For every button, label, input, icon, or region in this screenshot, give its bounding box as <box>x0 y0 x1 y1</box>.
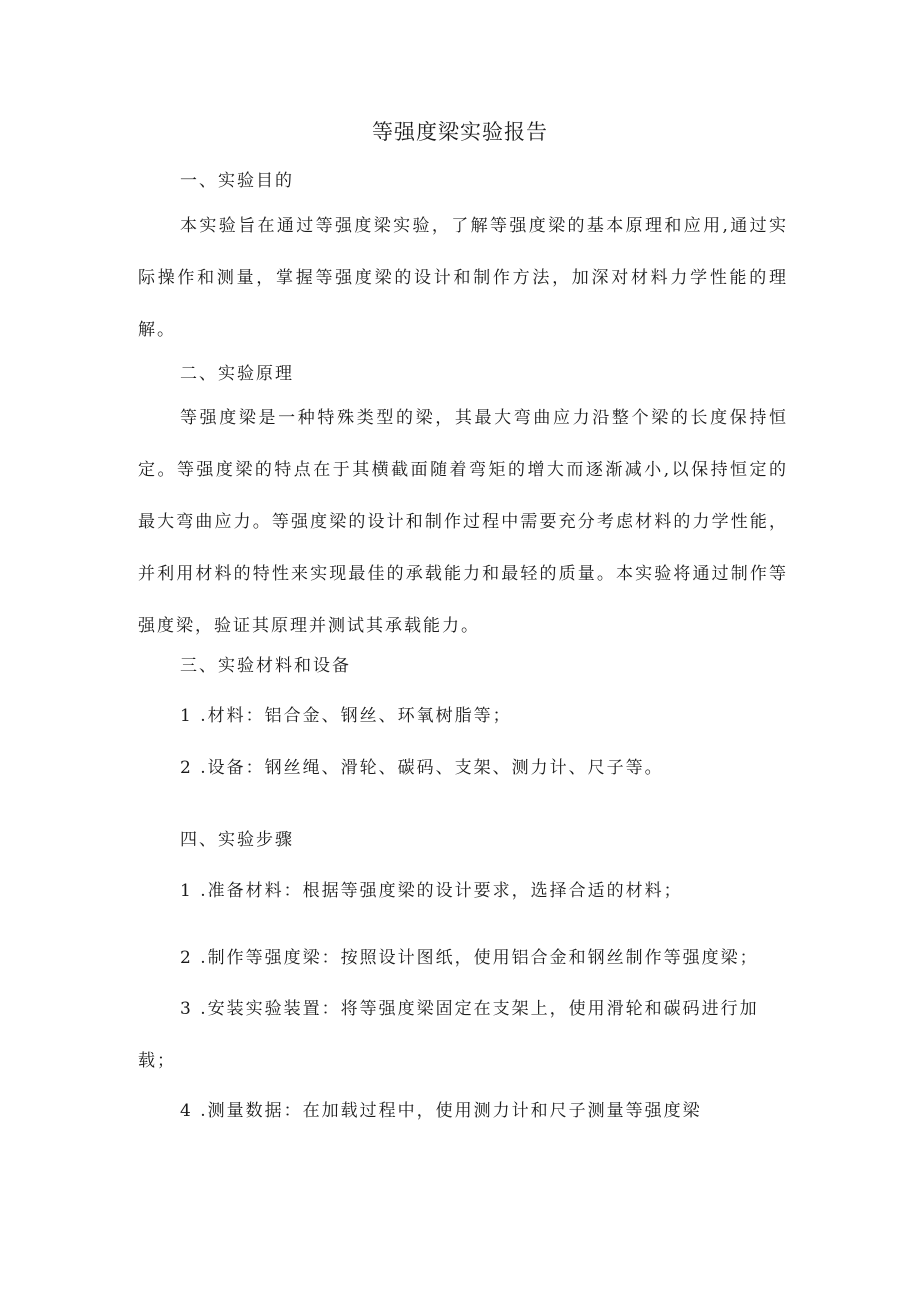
section-heading-purpose: 一、实验目的 <box>180 171 294 191</box>
list-item-steps-4: 4 .测量数据：在加载过程中，使用测力计和尺子测量等强度梁 <box>180 1101 702 1121</box>
section-heading-materials: 三、实验材料和设备 <box>180 656 351 676</box>
document-title: 等强度梁实验报告 <box>372 120 548 144</box>
list-item-steps-3: 3 .安装实验装置：将等强度梁固定在支架上，使用滑轮和碳码进行加载； <box>138 999 759 1071</box>
paragraph-purpose: 本实验旨在通过等强度梁实验，了解等强度梁的基本原理和应用,通过实际操作和测量，掌握等强度梁的设计和制作方法，加深对材料力学性能的理解。 <box>138 216 788 340</box>
section-heading-principle: 二、实验原理 <box>180 364 294 384</box>
list-item-steps-1: 1 .准备材料：根据等强度梁的设计要求，选择合适的材料； <box>180 881 683 901</box>
list-item-materials-2: 2 .设备：钢丝绳、滑轮、碳码、支架、测力计、尺子等。 <box>180 758 664 778</box>
section-heading-steps: 四、实验步骤 <box>180 830 294 850</box>
list-item-steps-2: 2 .制作等强度梁：按照设计图纸，使用铝合金和钢丝制作等强度梁； <box>180 948 759 968</box>
list-item-materials-1: 1 .材料：铝合金、钢丝、环氧树脂等； <box>180 706 512 726</box>
paragraph-principle: 等强度梁是一种特殊类型的梁，其最大弯曲应力沿整个梁的长度保持恒定。等强度梁的特点在于其横截面随着弯矩的增大而逐渐减小,以保持恒定的最大弯曲应力。等强度梁的设计和制作过程中需要充分考虑材料的力学性能，并利用材料的特性来实现最佳的承载能力和最轻的质量。本实验将通过制作等强度梁，验证其原理并测试其承载能力。 <box>138 408 788 636</box>
